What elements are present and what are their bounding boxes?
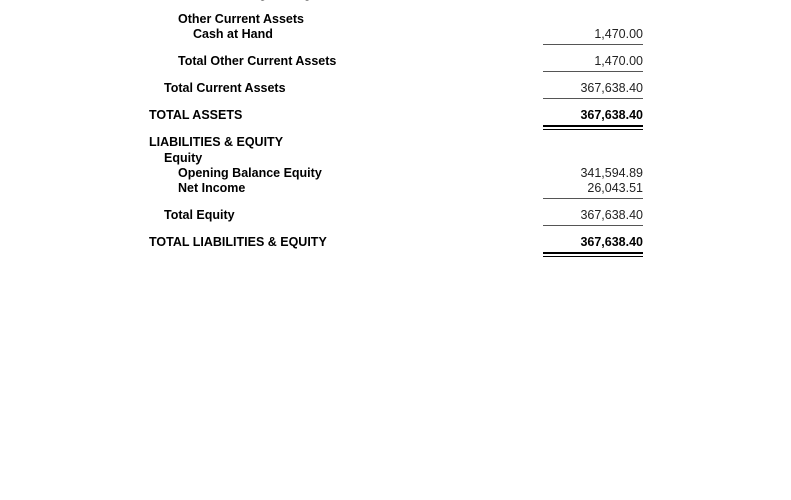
- row-amount: 1,470.00: [594, 27, 643, 41]
- row-label: Other Current Assets: [178, 12, 304, 26]
- row-label: Opening Balance Equity: [178, 166, 322, 180]
- row-amount: 367,638.40: [580, 81, 643, 95]
- subtotal-rule: [543, 44, 643, 45]
- row-equity: [149, 151, 643, 166]
- row-label: Total Current Assets: [164, 81, 286, 95]
- row-total-liabilities-equity: [149, 235, 643, 250]
- row-net-income: [149, 181, 643, 196]
- subtotal-rule: [543, 98, 643, 99]
- row-label: Total Other Current Assets: [178, 54, 337, 68]
- row-total-checking-savings: [149, 0, 643, 2]
- row-total-other-current-assets: [149, 54, 643, 69]
- row-label: LIABILITIES & EQUITY: [149, 135, 284, 149]
- row-amount: 367,638.40: [580, 108, 643, 122]
- row-liabilities-equity: [149, 135, 643, 150]
- row-total-current-assets: [149, 81, 643, 96]
- row-amount: 367,638.40: [580, 208, 643, 222]
- balance-sheet-report: [149, 0, 643, 249]
- subtotal-rule: [543, 71, 643, 72]
- row-opening-balance-equity: [149, 166, 643, 181]
- row-label: TOTAL LIABILITIES & EQUITY: [149, 235, 327, 249]
- row-amount: 367,638.40: [580, 235, 643, 249]
- total-double-rule: [543, 125, 643, 130]
- total-double-rule: [543, 252, 643, 257]
- row-label: TOTAL ASSETS: [149, 108, 243, 122]
- row-label: Total Equity: [164, 208, 235, 222]
- row-amount: 1,470.00: [594, 54, 643, 68]
- row-amount: [580, 0, 643, 2]
- row-label: Equity: [164, 151, 203, 165]
- row-total-equity: [149, 208, 643, 223]
- row-cash-at-hand: [149, 27, 643, 42]
- row-label: Cash at Hand: [193, 27, 273, 41]
- row-label: Net Income: [178, 181, 246, 195]
- subtotal-rule: [543, 198, 643, 199]
- row-label: [178, 0, 318, 2]
- row-amount: 26,043.51: [587, 181, 643, 195]
- row-amount: 341,594.89: [580, 166, 643, 180]
- subtotal-rule: [543, 225, 643, 226]
- row-other-current-assets: [149, 12, 643, 27]
- row-total-assets: [149, 108, 643, 123]
